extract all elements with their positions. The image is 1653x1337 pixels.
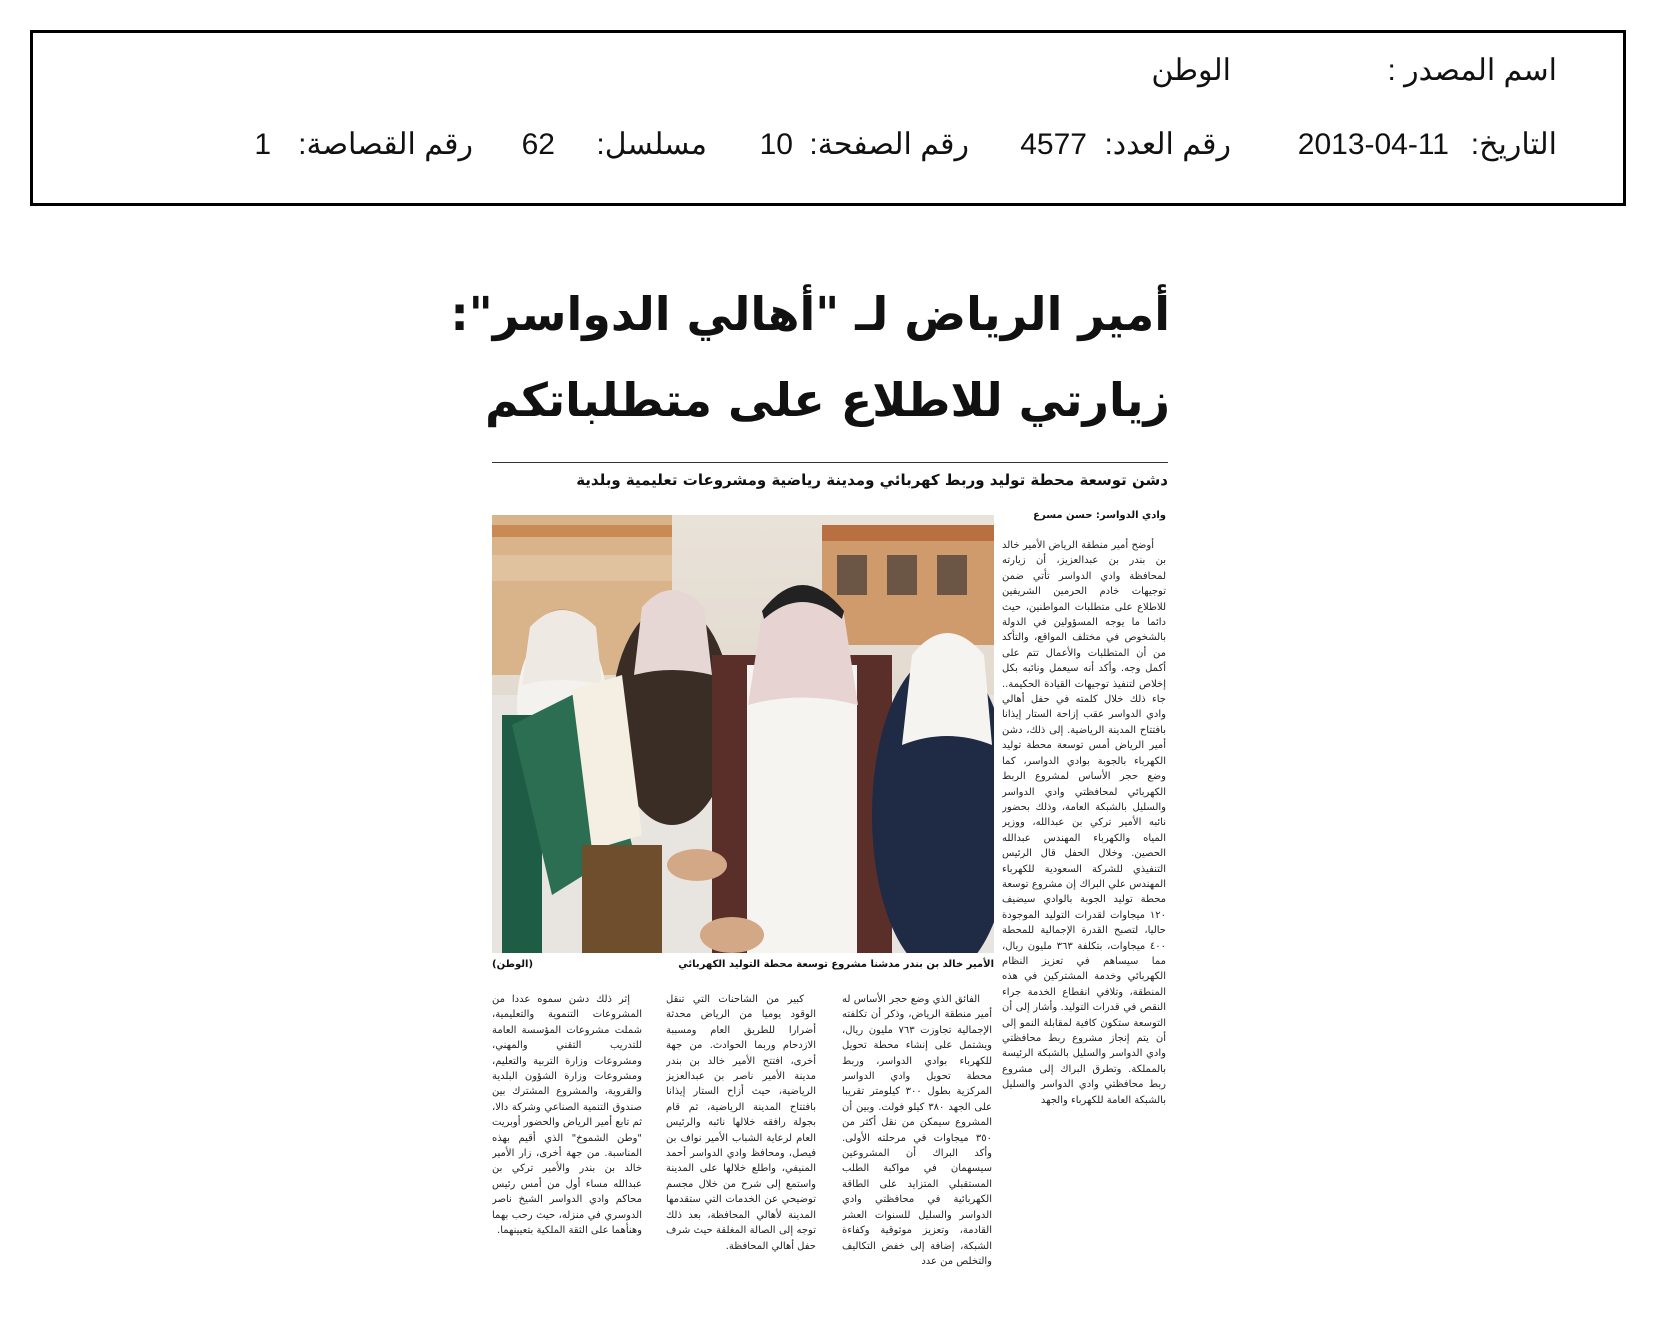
page-label: رقم الصفحة: [809,128,969,161]
article-column-3 [666,992,816,1298]
column-2-text: الفائق الذي وضع حجر الأساس له أمير منطقة الرياض، وذكر أن تكلفته الإجمالية تجاوزت ٧٦٣ مليون ريال، ويشتمل على إنشاء محطة تحويل للكهرباء بوادي الدواسر، وربط محطة تحويل وادي الدواسر المركزية بطول ٣٠٠ كيلومتر تقريبا على الجهد ٣٨٠ كيلو فولت. وبين أن المشروع سيمكن من نقل أكثر من ٣٥٠ ميجاوات في مرحلته الأولى. وأكد البراك أن المشروعين سيسهمان في مواكبة الطلب المستقبلي المتزايد على الطاقة الكهربائية في محافظتي وادي الدواسر والسليل للسنوات العشر القادمة، وتعزيز موثوقية وكفاءة الشبكة، إضافة إلى خفض التكاليف والتخلص من عدد [842,994,992,1267]
clip-label: رقم القصاصة: [298,128,473,161]
headline-line-1: أمير الرياض لـ "أهالي الدواسر": [450,287,1170,341]
photo-credit: (الوطن) [492,959,534,970]
serial-label: مسلسل: [596,128,707,161]
date-label: التاريخ: [1470,128,1557,161]
clip-value: 1 [254,128,271,161]
clipping-info-box [30,30,1626,206]
article-column-4 [492,992,642,1298]
serial-value: 62 [521,128,555,161]
column-4-text: إثر ذلك دشن سموه عددا من المشروعات التنموية والتعليمية، شملت مشروعات المؤسسة العامة للتدريب التقني والمهني، ومشروعات وزارة التربية والتعليم، ومشروعات وزارة الشؤون البلدية والقروية، والمشروع المشترك بين صندوق التنمية الصناعي وشركة دالا، ثم تابع أمير الرياض والحضور أوبريت "وطن الشموخ" الذي أقيم بهذه المناسبة. من جهة أخرى، زار الأمير خالد بن بندر والأمير تركي بن عبدالله مساء أول من أمس رئيس محاكم وادي الدواسر الشيخ ناصر الدوسري في منزله، حيث رحب بهما وهنأهما على الثقة الملكية بتعيينهما. [492,994,642,1237]
headline-line-2: زيارتي للاطلاع على متطلباتكم [485,373,1170,427]
date-value: 2013-04-11 [1297,128,1449,161]
issue-label: رقم العدد: [1104,128,1231,161]
article-column-1 [1002,538,1166,1298]
column-3-text: كبير من الشاحنات التي تنقل الوقود يوميا من الرياض محدثة أضرارا للطريق العام ومسببة الازدحام وربما الحوادث. من جهة أخرى، افتتح الأمير خالد بن بندر مدينة الأمير ناصر بن عبدالعزيز الرياضية، حيث أزاح الستار إيذانا بافتتاح المدينة الرياضية، ثم قام بجولة رافقه خلالها نائبه والرئيس العام لرعاية الشباب الأمير نواف بن فيصل، ومحافظ وادي الدواسر أحمد المنيفي، واطلع خلالها على المدينة واستمع إلى شرح من خلال مجسم توضيحي عن الخدمات التي ستقدمها المدينة لأهالي المحافظة، بعد ذلك توجه إلى الصالة المغلقة حيث شرف حفل أهالي المحافظة. [666,994,816,1252]
source-value: الوطن [1151,54,1231,87]
source-label: اسم المصدر : [1387,54,1557,87]
photo-caption: الأمير خالد بن بندر مدشنا مشروع توسعة محطة التوليد الكهربائي [678,959,994,970]
issue-value: 4577 [1020,128,1087,161]
article-column-2 [842,992,992,1298]
photo-illustration [492,515,994,953]
column-1-text: أوضح أمير منطقة الرياض الأمير خالد بن بندر بن عبدالعزيز، أن زيارته لمحافظة وادي الدواسر تأتي ضمن توجيهات خادم الحرمين الشريفين للاطلاع على متطلبات المواطنين، حيث دائما ما يوجه المسؤولين في الدولة بالشخوص في مختلف المواقع، والتأكد من أن المتطلبات والأعمال تتم على أكمل وجه. وأكد أنه سيعمل ونائبه بكل إخلاص لتنفيذ توجيهات القيادة الحكيمة.. جاء ذلك خلال كلمته في حفل أهالي وادي الدواسر عقب إزاحة الستار إيذانا بافتتاح المدينة الرياضية. إلى ذلك، دشن أمير الرياض أمس توسعة محطة توليد الكهرباء بالجوبة بوادي الدواسر، كما وضع حجر الأساس لمشروع الربط الكهربائي لمحافظتي وادي الدواسر والسليل بالشبكة العامة، وذلك بحضور نائبه الأمير تركي بن عبدالله، ووزير المياه والكهرباء المهندس عبدالله الحصين. وخلال الحفل قال الرئيس التنفيذي للشركة السعودية للكهرباء المهندس علي البراك إن مشروع توسعة محطة توليد الجوبة بالوادي سيضيف ١٢٠ ميجاوات لقدرات التوليد الموجودة حاليا، لتصبح القدرة الإجمالية للمحطة ٤٠٠ ميجاوات، بتكلفة ٣٦٣ مليون ريال، مما سيساهم في تعزيز النظام الكهربائي وخدمة المشتركين في هذه المنطقة، وتلافي انقطاع الخدمة جراء النقص في قدرات التوليد. وأشار إلى أن التوسعة ستكون كافية لمقابلة النمو إلى أن يتم إنجاز مشروع ربط محافظتي وادي الدواسر والسليل بالشبكة الرئيسة بالمملكة. وتطرق البراك إلى مشروع ربط محافظتي وادي الدواسر والسليل بالشبكة العامة للكهرباء والجهد [1002,540,1166,1106]
photo-caption-bar [492,959,994,975]
news-photo [492,515,994,953]
byline: وادي الدواسر: حسن مسرع [1033,510,1166,521]
headline-rule [492,462,1168,463]
page-value: 10 [759,128,793,161]
subheadline: دشن توسعة محطة توليد وربط كهربائي ومدينة رياضية ومشروعات تعليمية وبلدية [576,471,1168,489]
